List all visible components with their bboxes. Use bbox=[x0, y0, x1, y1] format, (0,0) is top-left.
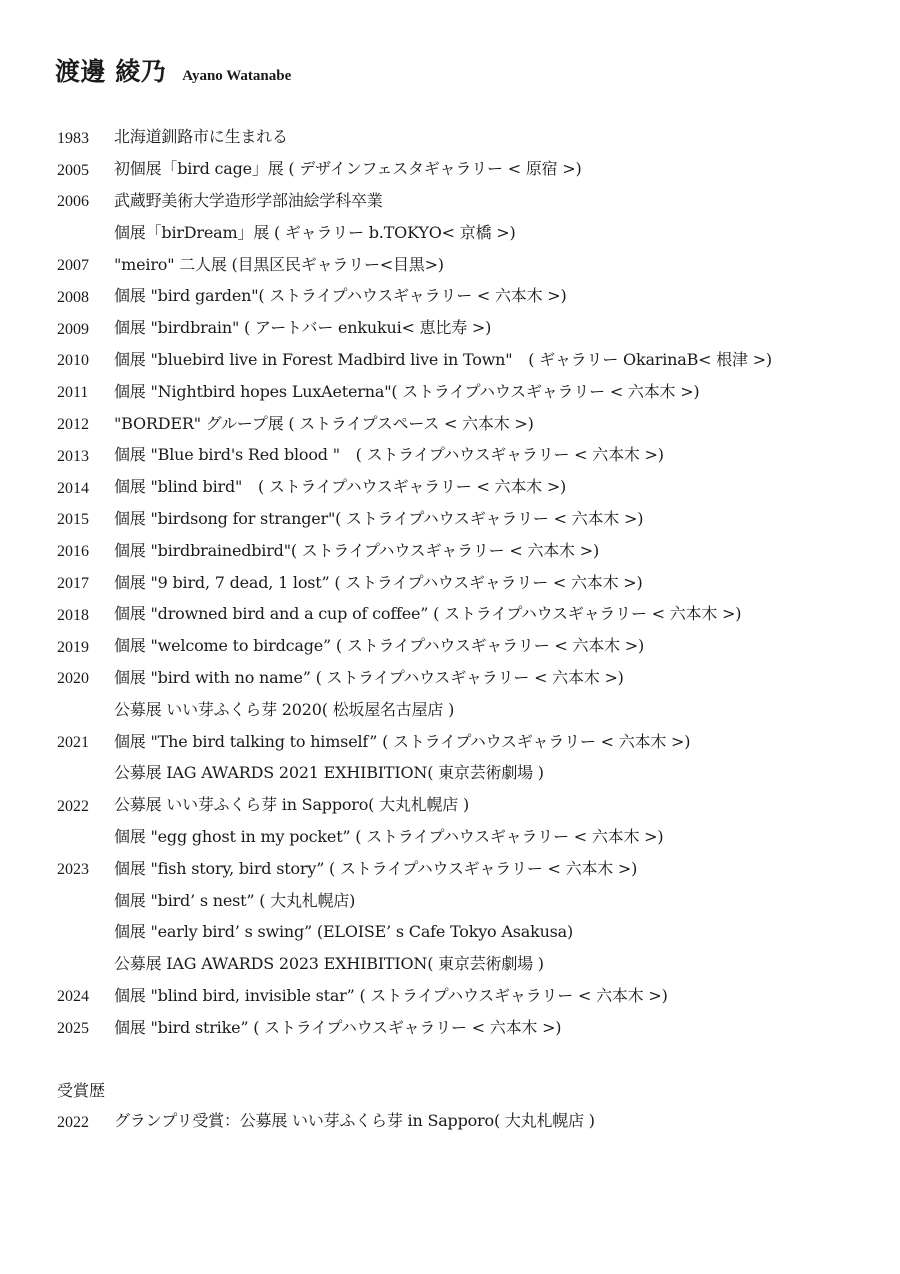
cv-entry bbox=[57, 215, 887, 247]
cv-description: 個展 "bird with no name” ( ストライプハウスギャラリー < 六本木 >) bbox=[114, 667, 624, 687]
cv-year bbox=[57, 705, 114, 711]
cv-year: 2014 bbox=[57, 479, 89, 497]
cv-year: 2011 bbox=[57, 384, 89, 402]
cv-year: 2022 bbox=[57, 797, 89, 815]
cv-entry bbox=[57, 629, 887, 661]
cv-year: 2025 bbox=[57, 1020, 89, 1038]
cv-description: 武蔵野美術大学造形学部油絵学科卒業 bbox=[114, 190, 383, 210]
cv-entry bbox=[57, 120, 887, 152]
cv-description: "meiro" 二人展 (目黒区民ギャラリー<目黒>) bbox=[114, 254, 444, 274]
cv-description: 個展 "blind bird, invisible star” ( ストライプハウスギャラリー < 六本木 >) bbox=[114, 985, 668, 1005]
cv-entry bbox=[57, 184, 887, 216]
cv-year bbox=[57, 832, 114, 838]
cv-description: 公募展 いい芽ふくら芽 in Sapporo( 大丸札幌店 ) bbox=[114, 795, 470, 815]
cv-description: グランプリ受賞：公募展 いい芽ふくら芽 in Sapporo( 大丸札幌店 ) bbox=[114, 1111, 595, 1131]
cv-entry bbox=[57, 565, 887, 597]
cv-entry bbox=[57, 820, 887, 852]
cv-year: 2013 bbox=[57, 447, 89, 465]
cv-entry bbox=[57, 788, 887, 820]
cv-description: 個展 "early bird’ s swing” (ELOISE’ s Cafe Tokyo Asakusa) bbox=[114, 922, 574, 942]
cv-description: 個展 "The bird talking to himself” ( ストライプハウスギャラリー < 六本木 >) bbox=[114, 731, 691, 751]
cv-year: 2008 bbox=[57, 288, 89, 306]
cv-entry bbox=[57, 979, 887, 1011]
cv-entry bbox=[57, 915, 887, 947]
cv-list bbox=[57, 120, 887, 1042]
cv-entry bbox=[57, 502, 887, 534]
cv-year: 2016 bbox=[57, 543, 89, 561]
cv-year bbox=[57, 928, 114, 934]
cv-description: 公募展 IAG AWARDS 2023 EXHIBITION( 東京芸術劇場 ) bbox=[114, 954, 544, 974]
cv-description: 個展 "drowned bird and a cup of coffee” ( ストライプハウスギャラリー < 六本木 >) bbox=[114, 604, 742, 624]
cv-year: 1983 bbox=[57, 129, 89, 147]
cv-description: 個展 "Blue bird's Red blood " ( ストライプハウスギャラリー < 六本木 >) bbox=[114, 445, 664, 465]
cv-description: 個展 "birdsong for stranger"( ストライプハウスギャラリー < 六本木 >) bbox=[114, 508, 644, 528]
artist-name-header bbox=[55, 52, 291, 88]
cv-entry bbox=[57, 661, 887, 693]
cv-year: 2006 bbox=[57, 193, 89, 211]
cv-year bbox=[57, 769, 114, 775]
cv-entry bbox=[57, 1010, 887, 1042]
cv-year: 2015 bbox=[57, 511, 89, 529]
cv-year: 2019 bbox=[57, 638, 89, 656]
cv-description: 初個展「bird cage」展 ( デザインフェスタギャラリー < 原宿 >) bbox=[114, 159, 582, 179]
cv-description: 公募展 IAG AWARDS 2021 EXHIBITION( 東京芸術劇場 ) bbox=[114, 763, 544, 783]
cv-description: 個展 "blind bird" ( ストライプハウスギャラリー < 六本木 >) bbox=[114, 477, 567, 497]
cv-description: 個展 "bird garden"( ストライプハウスギャラリー < 六本木 >) bbox=[114, 286, 567, 306]
cv-description: 北海道釧路市に生まれる bbox=[114, 127, 288, 147]
cv-entry bbox=[57, 279, 887, 311]
cv-year: 2023 bbox=[57, 861, 89, 879]
cv-description: 個展「birDream」展 ( ギャラリー b.TOKYO< 京橋 >) bbox=[114, 222, 516, 242]
cv-description: 個展 "birdbrain" ( アートバー enkukui< 恵比寿 >) bbox=[114, 318, 492, 338]
cv-entry bbox=[57, 947, 887, 979]
cv-entry bbox=[57, 152, 887, 184]
artist-name-english: Ayano Watanabe bbox=[182, 68, 292, 84]
cv-entry bbox=[57, 883, 887, 915]
cv-description: 個展 "bird strike” ( ストライプハウスギャラリー < 六本木 >) bbox=[114, 1017, 562, 1037]
cv-description: 個展 "bird’ s nest” ( 大丸札幌店) bbox=[114, 890, 356, 910]
cv-year: 2005 bbox=[57, 161, 89, 179]
cv-year: 2021 bbox=[57, 734, 89, 752]
cv-entry bbox=[57, 470, 887, 502]
cv-year: 2018 bbox=[57, 606, 89, 624]
cv-year: 2007 bbox=[57, 257, 89, 275]
cv-description: 個展 "bluebird live in Forest Madbird live in Town" ( ギャラリー OkarinaB< 根津 >) bbox=[114, 349, 772, 369]
cv-year bbox=[57, 228, 114, 234]
cv-description: 個展 "egg ghost in my pocket” ( ストライプハウスギャラリー < 六本木 >) bbox=[114, 826, 664, 846]
awards-heading: 受賞歴 bbox=[57, 1081, 106, 1100]
cv-entry bbox=[57, 851, 887, 883]
cv-year: 2022 bbox=[57, 1113, 89, 1131]
cv-description: "BORDER" グループ展 ( ストライプスペース < 六本木 >) bbox=[114, 413, 534, 433]
cv-entry bbox=[57, 533, 887, 565]
cv-entry bbox=[57, 1104, 887, 1136]
cv-year bbox=[57, 960, 114, 966]
awards-list bbox=[57, 1104, 887, 1136]
cv-description: 公募展 いい芽ふくら芽 2020( 松坂屋名古屋店 ) bbox=[114, 699, 455, 719]
cv-entry bbox=[57, 756, 887, 788]
cv-year: 2024 bbox=[57, 988, 89, 1006]
cv-entry bbox=[57, 724, 887, 756]
cv-entry bbox=[57, 343, 887, 375]
cv-entry bbox=[57, 406, 887, 438]
cv-year: 2012 bbox=[57, 416, 89, 434]
cv-entry bbox=[57, 692, 887, 724]
cv-year bbox=[57, 896, 114, 902]
cv-entry bbox=[57, 374, 887, 406]
cv-year: 2009 bbox=[57, 320, 89, 338]
cv-description: 個展 "welcome to birdcage” ( ストライプハウスギャラリー < 六本木 >) bbox=[114, 636, 645, 656]
cv-description: 個展 "fish story, bird story” ( ストライプハウスギャラリー < 六本木 >) bbox=[114, 858, 638, 878]
cv-description: 個展 "Nightbird hopes LuxAeterna"( ストライプハウスギャラリー < 六本木 >) bbox=[114, 381, 700, 401]
artist-name-japanese: 渡邊 綾乃 bbox=[55, 57, 167, 86]
cv-entry bbox=[57, 247, 887, 279]
cv-entry bbox=[57, 438, 887, 470]
cv-year: 2010 bbox=[57, 352, 89, 370]
cv-year: 2017 bbox=[57, 575, 89, 593]
cv-entry bbox=[57, 311, 887, 343]
cv-entry bbox=[57, 597, 887, 629]
cv-description: 個展 "9 bird, 7 dead, 1 lost” ( ストライプハウスギャラリー < 六本木 >) bbox=[114, 572, 643, 592]
cv-year: 2020 bbox=[57, 670, 89, 688]
cv-description: 個展 "birdbrainedbird"( ストライプハウスギャラリー < 六本木 >) bbox=[114, 540, 599, 560]
